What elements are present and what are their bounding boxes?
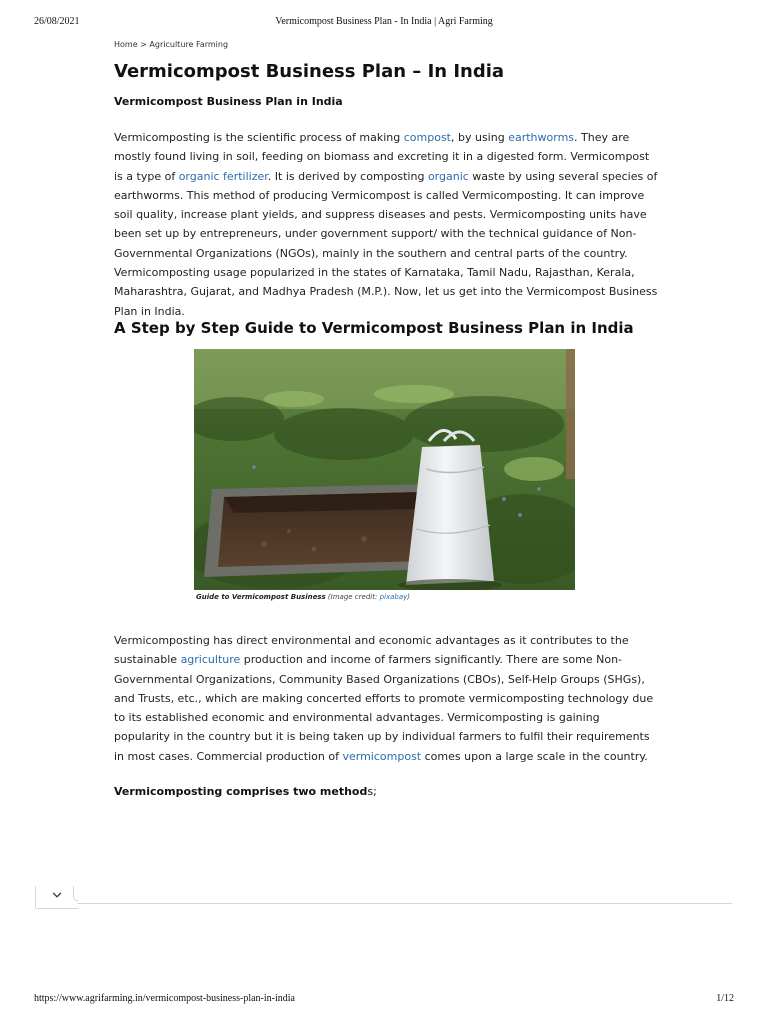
methods-tail: s; — [367, 785, 377, 798]
print-url: https://www.agrifarming.in/vermicompost-business-plan-in-india — [34, 993, 295, 1004]
print-date: 26/08/2021 — [34, 16, 80, 27]
caption-credit-link[interactable]: pixabay — [379, 593, 408, 601]
breadcrumb — [114, 40, 228, 49]
text-span: production and income of farmers significantly. There are some Non-Governmental Organizations, Community Based Organizations (CBOs), Self-Help Groups (SHGs), and Trusts, etc., which are making concerted efforts to promote vermicomposting technology due to its established economic and environmental advantages. Vermicomposting is gaining popularity in the country but it is being taken up by individual farmers to fulfil their requirements in most cases. Commercial production of — [114, 653, 654, 763]
methods-intro — [114, 785, 377, 798]
toc-tab-edge — [73, 886, 78, 901]
breadcrumb-separator: > — [137, 40, 150, 49]
link-agriculture[interactable]: agriculture — [180, 653, 241, 667]
text-span: comes upon a large scale in the country. — [421, 749, 648, 763]
intro-paragraph — [114, 128, 658, 321]
vermicompost-photo — [194, 349, 575, 590]
toc-toggle-button[interactable] — [35, 886, 78, 909]
advantages-paragraph — [114, 631, 658, 766]
caption-credit-suffix: ) — [407, 593, 410, 601]
text-span: , by using — [451, 131, 509, 144]
caption-credit-prefix: (Image credit: — [325, 593, 380, 601]
print-header — [0, 16, 768, 30]
print-page-title: Vermicompost Business Plan - In India | Agri Farming — [275, 16, 493, 27]
page-title: Vermicompost Business Plan – In India — [114, 61, 505, 82]
link-compost[interactable]: compost — [403, 131, 451, 144]
article-subtitle: Vermicompost Business Plan in India — [114, 95, 343, 108]
methods-bold: Vermicomposting comprises two method — [114, 785, 368, 798]
link-vermicompost[interactable]: vermicompost — [342, 749, 422, 763]
figure-caption — [196, 593, 410, 601]
caption-title: Guide to Vermicompost Business — [196, 593, 326, 601]
link-organic-fertilizer[interactable]: organic fertilizer — [178, 169, 268, 183]
print-page-number: 1/12 — [716, 993, 734, 1004]
text-span: . It is derived by composting — [267, 169, 428, 183]
text-span: . They are mostly found living in soil, feeding on biomass and excreting it in a digested form. Vermicompost is a type of — [114, 131, 650, 183]
toc-divider — [77, 903, 732, 904]
text-span: Vermicomposting has direct environmental and economic advantages as it contributes to the sustainable — [114, 634, 629, 667]
link-earthworms[interactable]: earthworms — [508, 131, 575, 144]
text-span: Vermicomposting is the scientific process of making — [114, 131, 404, 144]
breadcrumb-home[interactable]: Home — [114, 40, 138, 49]
article-figure — [194, 349, 575, 601]
text-span: waste by using several species of earthworms. This method of producing Vermicompost is called Vermicomposting. It can improve soil quality, increase plant yields, and suppress diseases and pests. Vermicomposting units have been set up by entrepreneurs, under government support/ with the technical guidance of Non-Governmental Organizations (NGOs), mainly in the southern and central parts of the country. Vermicomposting usage popularized in the states of Karnataka, Tamil Nadu, Rajasthan, Kerala, Maharashtra, Gujarat, and Madhya Pradesh (M.P.). Now, let us get into the Vermicompost Business Plan in India. — [114, 169, 658, 318]
section-heading: A Step by Step Guide to Vermicompost Business Plan in India — [114, 319, 634, 337]
breadcrumb-category[interactable]: Agriculture Farming — [149, 40, 229, 49]
print-footer — [0, 993, 768, 1007]
chevron-down-icon — [52, 890, 62, 900]
link-organic[interactable]: organic — [427, 169, 469, 183]
